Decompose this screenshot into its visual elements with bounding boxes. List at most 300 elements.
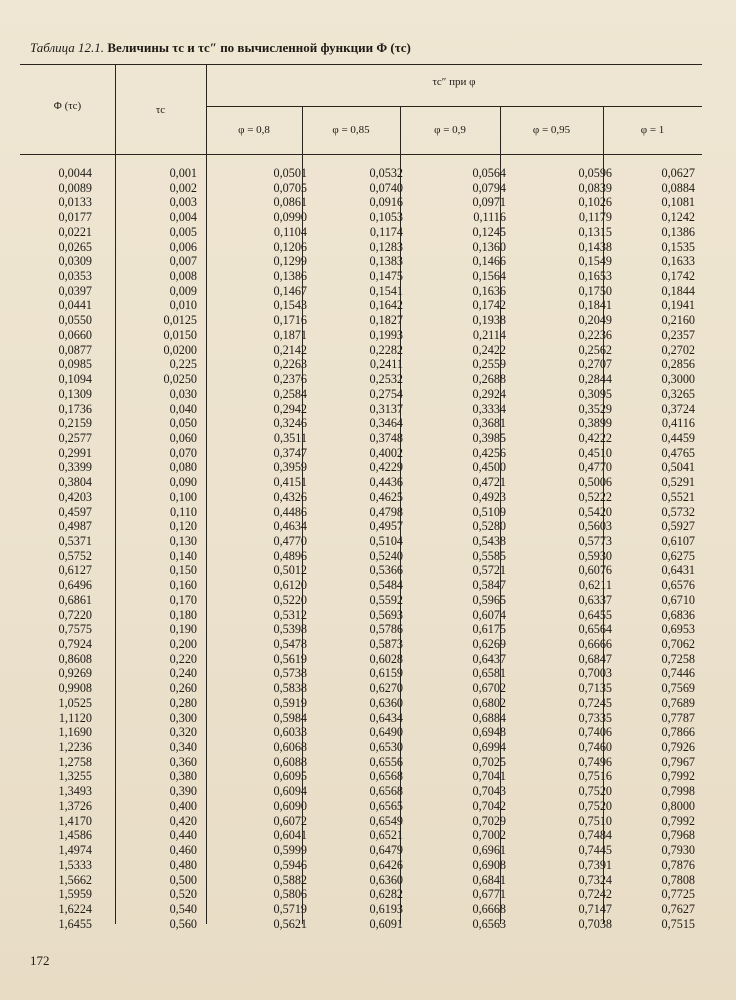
table-cell: 0,7220 xyxy=(58,607,92,622)
table-cell: 0,7041 xyxy=(472,769,506,784)
table-cell: 0,5999 xyxy=(273,843,307,858)
table-cell: 0,1541 xyxy=(369,283,403,298)
table-cell: 0,1360 xyxy=(472,239,506,254)
table-cell: 0,2411 xyxy=(369,357,403,372)
table-cell: 0,0309 xyxy=(58,254,92,269)
table-cell: 0,6107 xyxy=(661,533,695,548)
table-cell: 0,240 xyxy=(169,666,197,681)
table-cell: 0,6521 xyxy=(369,828,403,843)
table-cell: 0,070 xyxy=(169,445,197,460)
table-cell: 0,4151 xyxy=(273,475,307,490)
table-row xyxy=(20,578,695,593)
table-cell: 0,5965 xyxy=(472,592,506,607)
table-cell: 0,2562 xyxy=(578,342,612,357)
table-cell: 0,110 xyxy=(170,504,197,519)
table-row xyxy=(20,446,695,461)
table-cell: 0,5919 xyxy=(273,695,307,710)
table-cell: 0,0221 xyxy=(58,224,92,239)
table-cell: 0,4229 xyxy=(369,460,403,475)
table-cell: 0,3985 xyxy=(472,430,506,445)
table-cell: 0,1245 xyxy=(472,224,506,239)
table-cell: 0,7968 xyxy=(661,828,695,843)
table-cell: 0,7258 xyxy=(661,651,695,666)
table-row xyxy=(20,431,695,446)
table-cell: 1,3726 xyxy=(58,798,92,813)
table-cell: 0,1116 xyxy=(473,210,506,225)
table-cell: 0,7967 xyxy=(661,754,695,769)
table-cell: 0,6076 xyxy=(578,563,612,578)
table-row xyxy=(20,210,695,225)
table-cell: 1,1690 xyxy=(58,725,92,740)
table-cell: 0,080 xyxy=(169,460,197,475)
table-row xyxy=(20,755,695,770)
table-cell: 0,5984 xyxy=(273,710,307,725)
table-cell: 0,2577 xyxy=(58,430,92,445)
table-cell: 0,7460 xyxy=(578,740,612,755)
table-cell: 0,300 xyxy=(169,710,197,725)
table-row xyxy=(20,269,695,284)
table-cell: 0,1633 xyxy=(661,254,695,269)
table-cell: 0,7135 xyxy=(578,681,612,696)
table-row xyxy=(20,622,695,637)
table-cell: 0,5012 xyxy=(273,563,307,578)
table-cell: 0,006 xyxy=(169,239,197,254)
table-cell: 0,5371 xyxy=(58,533,92,548)
table-cell: 0,6159 xyxy=(369,666,403,681)
table-cell: 0,480 xyxy=(169,857,197,872)
table-cell: 0,6269 xyxy=(472,637,506,651)
table-cell: 0,5619 xyxy=(273,651,307,666)
table-cell: 0,6193 xyxy=(369,901,403,916)
table-cell: 0,1841 xyxy=(578,298,612,313)
table-cell: 0,0532 xyxy=(369,166,403,180)
table-row xyxy=(20,814,695,829)
table-cell: 0,0740 xyxy=(369,180,403,195)
table-cell: 0,5732 xyxy=(661,504,695,519)
table-cell: 0,5847 xyxy=(472,578,506,593)
table-cell: 0,6556 xyxy=(369,754,403,769)
table-cell: 0,7038 xyxy=(578,916,612,931)
table-cell: 0,1549 xyxy=(578,254,612,269)
table-cell: 1,3255 xyxy=(58,769,92,784)
table-cell: 0,6771 xyxy=(472,887,506,902)
table-cell: 0,5109 xyxy=(472,504,506,519)
table-cell: 0,390 xyxy=(169,784,197,799)
header-phi-tau: Φ (τс) xyxy=(53,100,82,112)
table-cell: 0,7520 xyxy=(578,784,612,799)
table-row xyxy=(20,593,695,608)
table-row xyxy=(20,166,695,181)
table-cell: 0,5420 xyxy=(578,504,612,519)
table-cell: 0,440 xyxy=(169,828,197,843)
table-cell: 0,7446 xyxy=(661,666,695,681)
table-cell: 0,100 xyxy=(169,489,197,504)
table-cell: 0,1535 xyxy=(661,239,695,254)
table-cell: 0,1174 xyxy=(369,224,403,239)
table-cell: 0,160 xyxy=(169,578,197,593)
table-cell: 0,6360 xyxy=(369,695,403,710)
table-cell: 0,6884 xyxy=(472,710,506,725)
table-cell: 0,0200 xyxy=(163,342,197,357)
table-cell: 0,004 xyxy=(169,210,197,225)
table-cell: 0,5280 xyxy=(472,519,506,534)
table-cell: 0,7510 xyxy=(578,813,612,828)
table-cell: 0,3137 xyxy=(369,401,403,416)
table-cell: 0,1206 xyxy=(273,239,307,254)
group-header-rule xyxy=(206,106,702,107)
table-cell: 0,7930 xyxy=(661,843,695,858)
header-group-tau-pp: τс″ при φ xyxy=(432,76,476,88)
table-cell: 0,6094 xyxy=(273,784,307,799)
table-cell: 0,4798 xyxy=(369,504,403,519)
table-cell: 0,1653 xyxy=(578,269,612,284)
table-cell: 0,4770 xyxy=(578,460,612,475)
table-row xyxy=(20,225,695,240)
table-cell: 0,7876 xyxy=(661,857,695,872)
table-cell: 0,6836 xyxy=(661,607,695,622)
table-cell: 0,6074 xyxy=(472,607,506,622)
table-cell: 0,3464 xyxy=(369,416,403,431)
table-cell: 0,6282 xyxy=(369,887,403,902)
table-row xyxy=(20,402,695,417)
table-cell: 0,7926 xyxy=(661,740,695,755)
table-cell: 0,4436 xyxy=(369,475,403,490)
table-cell: 0,5592 xyxy=(369,592,403,607)
table-cell: 0,7002 xyxy=(472,828,506,843)
table-row xyxy=(20,549,695,564)
table-cell: 0,6455 xyxy=(578,607,612,622)
table-row xyxy=(20,637,695,652)
table-cell: 0,5222 xyxy=(578,489,612,504)
table-cell: 0,260 xyxy=(169,681,197,696)
table-cell: 0,7445 xyxy=(578,843,612,858)
table-cell: 0,6437 xyxy=(472,651,506,666)
table-row xyxy=(20,873,695,888)
table-cell: 0,050 xyxy=(169,416,197,431)
table-cell: 0,007 xyxy=(169,254,197,269)
table-cell: 0,7725 xyxy=(661,887,695,902)
table-row xyxy=(20,490,695,505)
table-cell: 0,5438 xyxy=(472,533,506,548)
table-cell: 0,2924 xyxy=(472,386,506,401)
table-cell: 0,5838 xyxy=(273,681,307,696)
table-cell: 0,1386 xyxy=(661,224,695,239)
table-row xyxy=(20,902,695,917)
table-caption xyxy=(30,40,720,56)
table-row xyxy=(20,298,695,313)
table-cell: 0,2754 xyxy=(369,386,403,401)
table-cell: 0,4923 xyxy=(472,489,506,504)
table-cell: 0,3511 xyxy=(273,430,307,445)
table-cell: 0,170 xyxy=(169,592,197,607)
table-cell: 0,6360 xyxy=(369,872,403,887)
table-cell: 0,6841 xyxy=(472,872,506,887)
table-cell: 0,6666 xyxy=(578,637,612,651)
table-cell: 0,7569 xyxy=(661,681,695,696)
table-cell: 0,7689 xyxy=(661,695,695,710)
table-cell: 0,460 xyxy=(169,843,197,858)
table-cell: 0,5484 xyxy=(369,578,403,593)
table-cell: 0,6095 xyxy=(273,769,307,784)
table-cell: 0,5220 xyxy=(273,592,307,607)
header-bottom-rule xyxy=(20,154,702,155)
table-cell: 0,2856 xyxy=(661,357,695,372)
table-cell: 0,010 xyxy=(169,298,197,313)
table-cell: 0,5521 xyxy=(661,489,695,504)
table-cell: 0,4222 xyxy=(578,430,612,445)
table-row xyxy=(20,519,695,534)
table-cell: 0,6496 xyxy=(58,578,92,593)
table-cell: 0,6563 xyxy=(472,916,506,931)
table-cell: 0,7335 xyxy=(578,710,612,725)
table-row xyxy=(20,328,695,343)
table-cell: 0,5240 xyxy=(369,548,403,563)
table-row xyxy=(20,666,695,681)
table-cell: 0,5291 xyxy=(661,475,695,490)
table-cell: 0,6072 xyxy=(273,813,307,828)
table-row xyxy=(20,416,695,431)
table-cell: 0,6033 xyxy=(273,725,307,740)
table-cell: 1,6455 xyxy=(58,916,92,931)
table-cell: 0,6847 xyxy=(578,651,612,666)
table-cell: 0,0044 xyxy=(58,166,92,180)
caption-title: Величины τс и τс″ по вычисленной функции Φ (τс) xyxy=(107,40,411,55)
caption-table-number: Таблица 12.1. xyxy=(30,40,105,55)
table-row xyxy=(20,740,695,755)
table-cell: 0,0089 xyxy=(58,180,92,195)
table-cell: 1,6224 xyxy=(58,901,92,916)
table-cell: 0,6908 xyxy=(472,857,506,872)
header-phi-1: φ = 1 xyxy=(640,124,665,136)
table-cell: 1,2758 xyxy=(58,754,92,769)
table-cell: 0,4957 xyxy=(369,519,403,534)
table-row xyxy=(20,475,695,490)
page-number: 172 xyxy=(30,953,50,968)
table-cell: 0,5585 xyxy=(472,548,506,563)
table-cell: 0,6710 xyxy=(661,592,695,607)
table-cell: 0,4203 xyxy=(58,489,92,504)
table-cell: 0,5603 xyxy=(578,519,612,534)
data-table-body xyxy=(20,166,695,931)
table-cell: 0,0839 xyxy=(578,180,612,195)
table-cell: 1,4974 xyxy=(58,843,92,858)
table-cell: 0,7324 xyxy=(578,872,612,887)
table-cell: 0,6702 xyxy=(472,681,506,696)
table-cell: 0,002 xyxy=(169,180,197,195)
table-cell: 0,2688 xyxy=(472,372,506,387)
table-cell: 0,6127 xyxy=(58,563,92,578)
table-cell: 0,0884 xyxy=(661,180,695,195)
table-cell: 0,2991 xyxy=(58,445,92,460)
table-cell: 0,003 xyxy=(169,195,197,210)
table-cell: 0,2422 xyxy=(472,342,506,357)
table-cell: 0,3899 xyxy=(578,416,612,431)
table-cell: 0,1742 xyxy=(472,298,506,313)
table-cell: 0,7496 xyxy=(578,754,612,769)
table-cell: 0,6568 xyxy=(369,769,403,784)
table-cell: 0,7924 xyxy=(58,637,92,651)
table-cell: 1,4586 xyxy=(58,828,92,843)
table-cell: 0,4987 xyxy=(58,519,92,534)
table-cell: 0,090 xyxy=(169,475,197,490)
table-row xyxy=(20,711,695,726)
table-cell: 0,4896 xyxy=(273,548,307,563)
table-row xyxy=(20,828,695,843)
table-row xyxy=(20,858,695,873)
table-cell: 0,1466 xyxy=(472,254,506,269)
table-cell: 0,6802 xyxy=(472,695,506,710)
table-cell: 0,6994 xyxy=(472,740,506,755)
header-phi-0-9: φ = 0,9 xyxy=(434,124,466,136)
table-cell: 0,520 xyxy=(169,887,197,902)
table-cell: 0,7515 xyxy=(661,916,695,931)
table-cell: 0,1383 xyxy=(369,254,403,269)
table-row xyxy=(20,343,695,358)
table-cell: 0,6337 xyxy=(578,592,612,607)
table-cell: 0,0177 xyxy=(58,210,92,225)
header-phi-0-95: φ = 0,95 xyxy=(532,124,571,136)
table-cell: 1,3493 xyxy=(58,784,92,799)
table-cell: 0,0353 xyxy=(58,269,92,284)
table-cell: 0,1642 xyxy=(369,298,403,313)
table-cell: 0,6275 xyxy=(661,548,695,563)
table-cell: 0,4721 xyxy=(472,475,506,490)
table-cell: 0,7025 xyxy=(472,754,506,769)
table-cell: 0,6861 xyxy=(58,592,92,607)
table-cell: 0,6211 xyxy=(578,578,612,593)
table-cell: 0,4510 xyxy=(578,445,612,460)
table-cell: 0,6068 xyxy=(273,740,307,755)
table-cell: 0,2142 xyxy=(273,342,307,357)
table-cell: 0,380 xyxy=(169,769,197,784)
table-row xyxy=(20,534,695,549)
table-cell: 0,7992 xyxy=(661,813,695,828)
table-cell: 0,8608 xyxy=(58,651,92,666)
table-cell: 0,3681 xyxy=(472,416,506,431)
table-cell: 0,040 xyxy=(169,401,197,416)
table-cell: 0,2532 xyxy=(369,372,403,387)
table-cell: 0,1283 xyxy=(369,239,403,254)
table-cell: 0,1081 xyxy=(661,195,695,210)
table-cell: 0,1736 xyxy=(58,401,92,416)
table-cell: 0,3959 xyxy=(273,460,307,475)
table-cell: 0,6576 xyxy=(661,578,695,593)
table-row xyxy=(20,313,695,328)
table-cell: 0,6953 xyxy=(661,622,695,637)
table-cell: 0,9908 xyxy=(58,681,92,696)
table-cell: 0,1564 xyxy=(472,269,506,284)
table-cell: 0,1299 xyxy=(273,254,307,269)
table-cell: 0,5041 xyxy=(661,460,695,475)
table-row xyxy=(20,195,695,210)
table-cell: 0,5882 xyxy=(273,872,307,887)
table-cell: 0,0877 xyxy=(58,342,92,357)
table-cell: 0,0861 xyxy=(273,195,307,210)
table-cell: 0,3095 xyxy=(578,386,612,401)
table-cell: 0,6028 xyxy=(369,651,403,666)
table-cell: 0,2844 xyxy=(578,372,612,387)
table-cell: 0,6568 xyxy=(369,784,403,799)
table-cell: 0,7866 xyxy=(661,725,695,740)
table-cell: 0,0564 xyxy=(472,166,506,180)
table-cell: 0,5930 xyxy=(578,548,612,563)
table-cell: 0,060 xyxy=(169,430,197,445)
table-cell: 0,0985 xyxy=(58,357,92,372)
table-cell: 0,7992 xyxy=(661,769,695,784)
table-cell: 1,5662 xyxy=(58,872,92,887)
table-cell: 0,5312 xyxy=(273,607,307,622)
table-cell: 0,0133 xyxy=(58,195,92,210)
table-cell: 0,3529 xyxy=(578,401,612,416)
table-cell: 0,6120 xyxy=(273,578,307,593)
table-cell: 1,5333 xyxy=(58,857,92,872)
table-cell: 0,1938 xyxy=(472,313,506,328)
table-cell: 0,1309 xyxy=(58,386,92,401)
table-cell: 0,7062 xyxy=(661,637,695,651)
table-cell: 0,360 xyxy=(169,754,197,769)
table-cell: 0,420 xyxy=(169,813,197,828)
table-cell: 0,5006 xyxy=(578,475,612,490)
table-cell: 0,3334 xyxy=(472,401,506,416)
table-cell: 0,5738 xyxy=(273,666,307,681)
table-cell: 0,6961 xyxy=(472,843,506,858)
table-cell: 1,0525 xyxy=(58,695,92,710)
table-cell: 0,1844 xyxy=(661,283,695,298)
table-cell: 0,0660 xyxy=(58,327,92,342)
table-cell: 0,2942 xyxy=(273,401,307,416)
table-cell: 0,7575 xyxy=(58,622,92,637)
table-cell: 0,6565 xyxy=(369,798,403,813)
table-cell: 0,0990 xyxy=(273,210,307,225)
table-row xyxy=(20,563,695,578)
table-cell: 0,280 xyxy=(169,695,197,710)
table-cell: 0,2263 xyxy=(273,357,307,372)
table-cell: 0,5366 xyxy=(369,563,403,578)
table-cell: 0,500 xyxy=(169,872,197,887)
table-cell: 0,7042 xyxy=(472,798,506,813)
table-cell: 0,6564 xyxy=(578,622,612,637)
table-cell: 0,4597 xyxy=(58,504,92,519)
table-cell: 0,5621 xyxy=(273,916,307,931)
table-cell: 0,220 xyxy=(169,651,197,666)
table-cell: 0,2702 xyxy=(661,342,695,357)
table-cell: 0,6434 xyxy=(369,710,403,725)
table-cell: 0,4634 xyxy=(273,519,307,534)
table-cell: 0,2114 xyxy=(472,327,506,342)
table-cell: 0,6090 xyxy=(273,798,307,813)
table-cell: 0,1475 xyxy=(369,269,403,284)
table-cell: 0,5693 xyxy=(369,607,403,622)
table-cell: 0,2707 xyxy=(578,357,612,372)
table-row xyxy=(20,843,695,858)
table-row xyxy=(20,608,695,623)
table-cell: 0,3265 xyxy=(661,386,695,401)
table-cell: 0,7245 xyxy=(578,695,612,710)
table-row xyxy=(20,505,695,520)
table-row xyxy=(20,387,695,402)
table-cell: 0,3748 xyxy=(369,430,403,445)
table-cell: 0,7516 xyxy=(578,769,612,784)
table-cell: 0,7043 xyxy=(472,784,506,799)
table-cell: 0,2559 xyxy=(472,357,506,372)
table-cell: 0,5927 xyxy=(661,519,695,534)
table-cell: 0,1242 xyxy=(661,210,695,225)
table-cell: 0,4459 xyxy=(661,430,695,445)
table-cell: 0,5719 xyxy=(273,901,307,916)
table-cell: 0,5478 xyxy=(273,637,307,651)
table-cell: 0,1053 xyxy=(369,210,403,225)
table-row xyxy=(20,460,695,475)
